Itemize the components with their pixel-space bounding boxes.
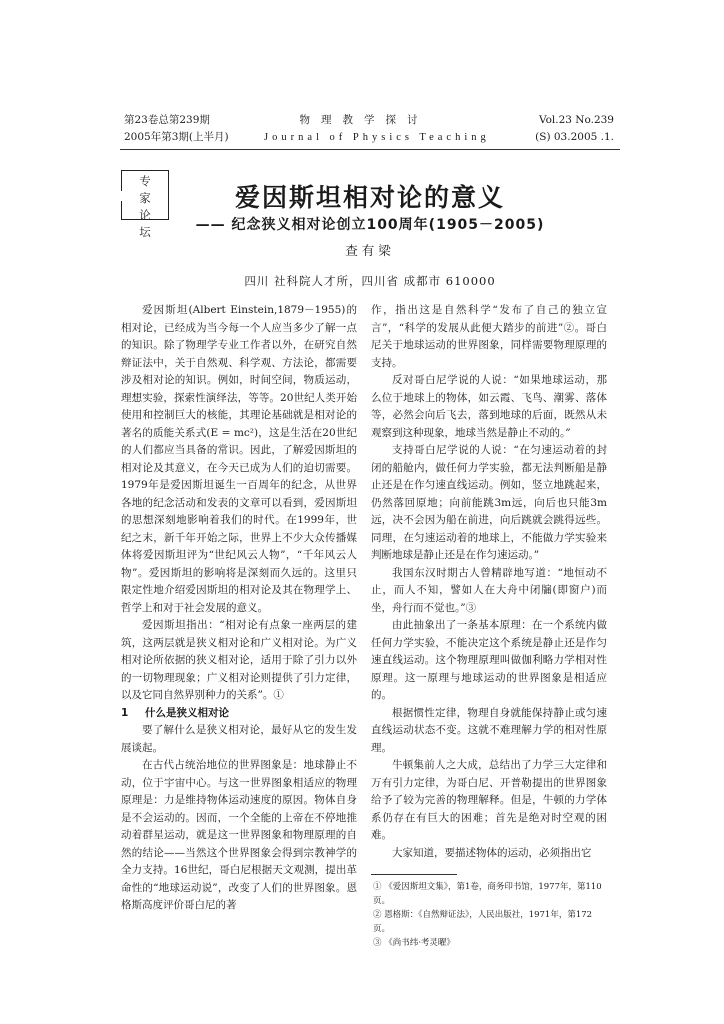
left-column	[121, 302, 357, 915]
header-vol-number: Vol.23 No.239	[538, 114, 614, 126]
paragraph: 根据惯性定律，物理自身就能保持静止或匀速直线运动状态不变。这就不难理解力学的相对性原理。	[371, 706, 607, 754]
footnote: ③ 《尚书纬·考灵曜》	[373, 938, 455, 948]
paragraph: 大家知道，要描述物体的运动，必须指出它	[392, 846, 592, 859]
paragraph: 由此抽象出了一条基本原理：在一个系统内做任何力学实验，不能决定这个系统是静止还是作匀速直线运动。这个物理原理叫做伽利略力学相对性原理。这一原理与地球运动的世界图象是相适应的。	[371, 619, 607, 701]
section-heading	[121, 705, 357, 723]
paragraph: 支持哥白尼学说的人说：“在匀速运动着的封闭的船舱内，做任何力学实验，都无法判断船是静止还是在作匀速直线运动。例如，竖立地跳起来，仍然落回原地；向前能跳3m远，向后也只能3m远，决不会因为船在前进，向后跳就会跳得远些。同理，在匀速运动着的地球上，不能做力学实验来判断地球是静止还是在作匀速运动。”	[371, 444, 607, 561]
paragraph: 爱因斯坦指出：“相对论有点象一座两层的建筑，这两层就是狭义相对论和广义相对论。为广义相对论所依据的狭义相对论，适用于除了引力以外的一切物理现象；广义相对论则提供了引力定律，以及它同自然界别种力的关系”。①	[121, 619, 357, 701]
header-volume-line: 第23卷总第239期	[124, 114, 210, 126]
header-issue-info	[124, 112, 229, 146]
article-subtitle: —— 纪念狭义相对论创立100周年(1905－2005)	[195, 217, 545, 233]
badge-line-2: 论坛	[139, 208, 161, 239]
article-title: 爱因斯坦相对论的意义	[234, 183, 505, 212]
right-column	[371, 302, 607, 950]
footnote: ① 《爱因斯坦文集》，第1卷，商务印书馆，1977年，第110页。	[373, 882, 602, 906]
header-volume-info	[500, 112, 614, 146]
footnote-divider	[371, 874, 457, 875]
paragraph: 要了解什么是狭义相对论，最好从它的发生发展谈起。	[121, 724, 357, 754]
header-journal-en: Journal of Physics Teaching	[264, 132, 490, 143]
header-divider	[120, 149, 620, 150]
section-heading-text: 什么是狭义相对论	[145, 706, 229, 719]
header-journal-name	[264, 112, 490, 146]
header-date-page: (S) 03.2005 .1.	[535, 131, 614, 143]
article-author: 查有梁	[345, 243, 395, 258]
header-issue-line: 2005年第3期(上半月)	[124, 131, 229, 143]
author-affiliation: 四川 社科院人才所，四川省 成都市 610000	[244, 274, 496, 288]
badge-line-1: 专家	[139, 174, 161, 205]
paragraph: 反对哥白尼学说的人说：“如果地球运动，那么位于地球上的物体，如云霞、飞鸟、潮雾、落体等，必然会向后飞去，落到地球的后面，既然从未观察到这种现象，地球当然是静止不动的。”	[371, 374, 607, 439]
section-number: 1	[121, 706, 129, 719]
footnote: ② 恩格斯：《自然辩证法》，人民出版社，1971年，第172页。	[373, 910, 593, 934]
paragraph-continued: 作，指出这是自然科学“发布了自己的独立宣言”，“科学的发展从此便大踏步的前进”②。哥白尼关于地球运动的世界图象，同样需要物理原理的支持。	[371, 304, 607, 369]
paragraph: 在古代占统治地位的世界图象是：地球静止不动，位于宇宙中心。与这一世界图象相适应的物理原理是：力是维持物体运动速度的原因。物体自身是不会运动的。因而，一个全能的上帝在不停地推动着群星运动，就是这一世界图象和物理原理的自然的结论——当然这个世界图象会得到宗教神学的全力支持。16世纪，哥白尼根据天文观测，提出革命性的“地球运动说”，改变了人们的世界图象。恩格斯高度评价哥白尼的著	[121, 759, 357, 911]
paragraph: 爱因斯坦(Albert Einstein,1879－1955)的相对论，已经成为当今每一个人应当多少了解一点的知识。除了物理学专业工作者以外，在研究自然辩证法中，关于自然观、科学观、方法论，都需要涉及相对论的知识。例如，时间空间，物质运动，理想实验，探索性演绎法，等等。20世纪人类开始使用和控制巨大的核能，其理论基础就是相对论的著名的质能关系式(E = mc²)，这是生活在20世纪的人们都应当具备的常识。因此，了解爱因斯坦的相对论及其意义，在今天已成为人们的迫切需要。1979年是爱因斯坦诞生一百周年的纪念，从世界各地的纪念活动和发表的文章可以看到，爱因斯坦的思想深刻地影响着我们的时代。在1999年，世纪之末，新千年开始之际，世界上不少大众传播媒体将爱因斯坦评为“世纪风云人物”，“千年风云人物”。爱因斯坦的影响将是深刻而久远的。这里只限定性地介绍爱因斯坦的相对论及其在物理学上、哲学上和对于社会发展的意义。	[121, 304, 357, 614]
paragraph: 牛顿集前人之大成，总结出了力学三大定律和万有引力定律，为哥白尼、开普勒提出的世界图象给予了较为完善的物理解释。但是，牛顿的力学体系仍存在有巨大的困难；首先是绝对时空观的困难。	[371, 759, 607, 841]
header-journal-cn: 物理教学探讨	[299, 114, 429, 126]
paragraph: 我国东汉时期古人曾精辟地写道：“地恒动不止，而人不知，譬如人在大舟中闭牖(即窗户)而坐，舟行而不觉也。”③	[371, 566, 607, 614]
